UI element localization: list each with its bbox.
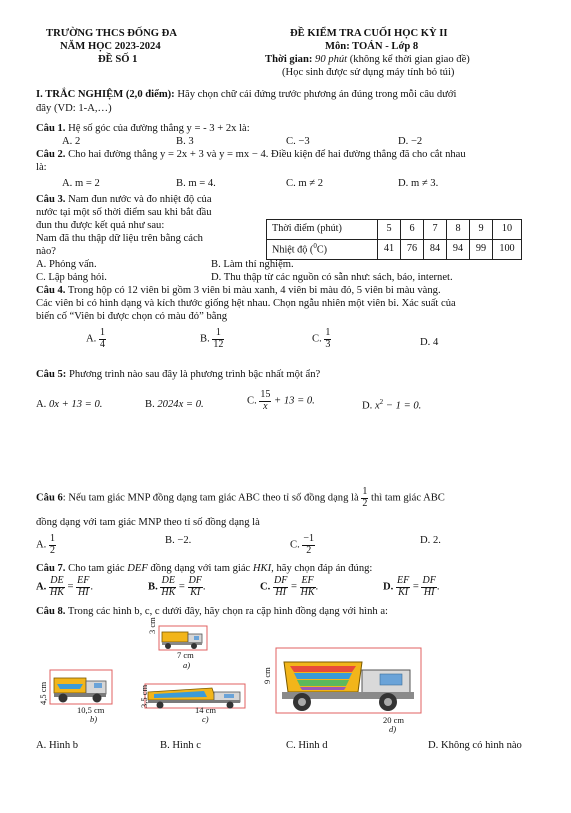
truck-figure-a <box>159 626 207 650</box>
subject: Môn: TOÁN - Lớp 8 <box>325 41 419 52</box>
question-3-line5: nào? <box>36 246 56 257</box>
question-2: Câu 2. Cho hai đường thẳng y = 2x + 3 và y = mx − 4. Điều kiện để hai đường thẳng đã cho cắt nhau <box>36 149 466 160</box>
fig-c-width: 14 cm <box>195 705 217 715</box>
question-6-line2: đồng dạng với tam giác MNP theo tỉ số đồng dạng là <box>36 517 260 528</box>
q1-option-d: D. −2 <box>398 136 423 147</box>
section-title: I. TRẮC NGHIỆM (2,0 điểm): <box>36 89 175 100</box>
table-cell: 99 <box>470 240 493 260</box>
school-name: TRƯỜNG THCS ĐỐNG ĐA <box>46 28 177 39</box>
section-instruction-cont: đây (VD: 1-A,…) <box>36 103 112 114</box>
q2-option-c: C. m ≠ 2 <box>286 178 324 189</box>
fig-a-label: a) <box>183 660 191 670</box>
question-4: Câu 4. Trong hộp có 12 viên bi gồm 3 viên bi màu xanh, 4 viên bi màu đỏ, 5 viên bi màu vàng. <box>36 285 441 296</box>
truck-figure-d <box>276 648 421 713</box>
q2-option-a: A. m = 2 <box>62 178 100 189</box>
table-header-time: Thời điểm (phút) <box>267 220 378 240</box>
q8-option-a: A. Hình b <box>36 740 79 751</box>
question-4-line2: Các viên bi có hình dạng và kích thước giống hệt nhau. Chọn ngẫu nhiên một viên bi. Xác suất của <box>36 298 456 309</box>
truck-figures <box>44 618 534 740</box>
table-header-temperature: Nhiệt độ ($^0$C) <box>267 240 378 260</box>
question-4-line3: biến cố “Viên bi được chọn có màu đỏ” bằng <box>36 311 228 322</box>
fig-d-label: d) <box>389 724 397 734</box>
fig-d-width: 20 cm <box>383 715 405 725</box>
question-5: Câu 5: Phương trình nào sau đây là phương trình bậc nhất một ẩn? <box>36 369 321 380</box>
q8-option-d: D. Không có hình nào <box>428 740 522 751</box>
time-label: Thời gian: <box>265 54 313 65</box>
q2-option-d: D. m ≠ 3. <box>398 178 439 189</box>
section-instruction: I. TRẮC NGHIỆM (2,0 điểm): Hãy chọn chữ cái đứng trước phương án đúng trong mỗi câu dưới <box>36 89 457 100</box>
q5-option-b: B. 2024x = 0. <box>145 399 204 410</box>
exam-title: ĐỀ KIỂM TRA CUỐI HỌC KỲ II <box>290 28 448 39</box>
table-row <box>267 240 522 260</box>
table-cell: 41 <box>378 240 401 260</box>
q5-option-a: A. 0x + 13 = 0. <box>36 399 103 410</box>
fig-b-width: 10,5 cm <box>77 705 105 715</box>
table-cell: 94 <box>447 240 470 260</box>
q5-option-c: C. $\frac{15}{x}$ + 13 = 0. <box>247 389 315 412</box>
truck-figure-b <box>50 670 112 704</box>
q6-option-b: B. −2. <box>165 535 192 546</box>
question-3-line3: đun thu được kết quả như sau: <box>36 220 165 231</box>
question-8: Câu 8. Trong các hình b, c, c dưới đây, hãy chọn ra cặp hình đồng dạng với hình a: <box>36 606 388 617</box>
question-7: Câu 7. Cho tam giác DEF đồng dạng với tam giác HKI, hãy chọn đáp án đúng: <box>36 563 373 574</box>
table-cell: 100 <box>493 240 522 260</box>
temperature-table <box>266 219 522 260</box>
school-year: NĂM HỌC 2023-2024 <box>60 41 161 52</box>
q4-option-c: C. $\frac{1}{3}$ <box>312 327 331 350</box>
q4-option-d: D. 4 <box>420 337 439 348</box>
fig-c-label: c) <box>202 714 209 724</box>
time-value: 90 phút <box>315 54 348 65</box>
q7-option-d: D. $\frac{EF}{KI}$ = $\frac{DF}{HI}$ . <box>383 575 440 598</box>
q8-option-b: B. Hình c <box>160 740 201 751</box>
table-cell: 7 <box>424 220 447 240</box>
table-cell: 76 <box>401 240 424 260</box>
question-6: Câu 6: Nếu tam giác MNP đồng dạng tam giác ABC theo tỉ số đồng dạng là $\frac{1}{2}$ thì tam giác ABC <box>36 486 445 509</box>
question-3-line2: nước tại một số thời điểm sau khi bắt đầu <box>36 207 212 218</box>
fig-d-height: 9 cm <box>262 667 272 684</box>
q7-option-b: B. $\frac{DE}{HK}$ = $\frac{DF}{KI}$ . <box>148 575 206 598</box>
q3-option-b: B. Làm thí nghiệm. <box>211 259 294 270</box>
fig-c-height: 3,5 cm <box>139 684 149 708</box>
question-1: Câu 1. Hệ số góc của đường thẳng y = - 3 + 2x là: <box>36 123 250 134</box>
calculator-note: (Học sinh được sử dụng máy tính bỏ túi) <box>282 67 455 78</box>
table-cell: 84 <box>424 240 447 260</box>
table-cell: 6 <box>401 220 424 240</box>
q7-option-a: A. $\frac{DE}{HK}$ = $\frac{EF}{HI}$ . <box>36 575 94 598</box>
q1-option-a: A. 2 <box>62 136 81 147</box>
q2-text-cont: là: <box>36 162 47 173</box>
q8-option-c: C. Hình d <box>286 740 328 751</box>
q3-option-c: C. Lập bảng hỏi. <box>36 272 107 283</box>
q6-option-a: A. $\frac{1}{2}$ <box>36 533 55 556</box>
q5-option-d: D. $x^2 - 1 = 0$. <box>362 398 422 412</box>
fig-a-width: 7 cm <box>177 650 194 660</box>
question-3-line1: Câu 3. Nam đun nước và đo nhiệt độ của <box>36 194 212 205</box>
q4-option-a: A. $\frac{1}{4}$ <box>86 327 105 350</box>
table-cell: 9 <box>470 220 493 240</box>
fig-a-height: 3 cm <box>147 617 157 634</box>
q7-option-c: C. $\frac{DF}{HI}$ = $\frac{EF}{HK}$ . <box>260 575 319 598</box>
fig-b-label: b) <box>90 714 98 724</box>
q1-option-c: C. −3 <box>286 136 310 147</box>
q3-option-a: A. Phỏng vấn. <box>36 259 97 270</box>
q6-option-c: C. $\frac{-1}{2}$ <box>290 533 315 556</box>
table-cell: 8 <box>447 220 470 240</box>
q6-option-d: D. 2. <box>420 535 441 546</box>
fig-b-height: 4,5 cm <box>38 681 48 705</box>
table-cell: 5 <box>378 220 401 240</box>
q2-option-b: B. m = 4. <box>176 178 216 189</box>
time-note: (không kể thời gian giao đề) <box>349 54 470 65</box>
table-cell: 10 <box>493 220 522 240</box>
exam-code: ĐỀ SỐ 1 <box>98 54 138 65</box>
table-row <box>267 220 522 240</box>
q1-option-b: B. 3 <box>176 136 194 147</box>
q4-option-b: B. $\frac{1}{12}$ <box>200 327 224 350</box>
q3-option-d: D. Thu thập từ các nguồn có sẵn như: sách, báo, internet. <box>211 272 453 283</box>
time-line <box>265 53 470 66</box>
question-3-line4: Nam đã thu thập dữ liệu trên bằng cách <box>36 233 203 244</box>
